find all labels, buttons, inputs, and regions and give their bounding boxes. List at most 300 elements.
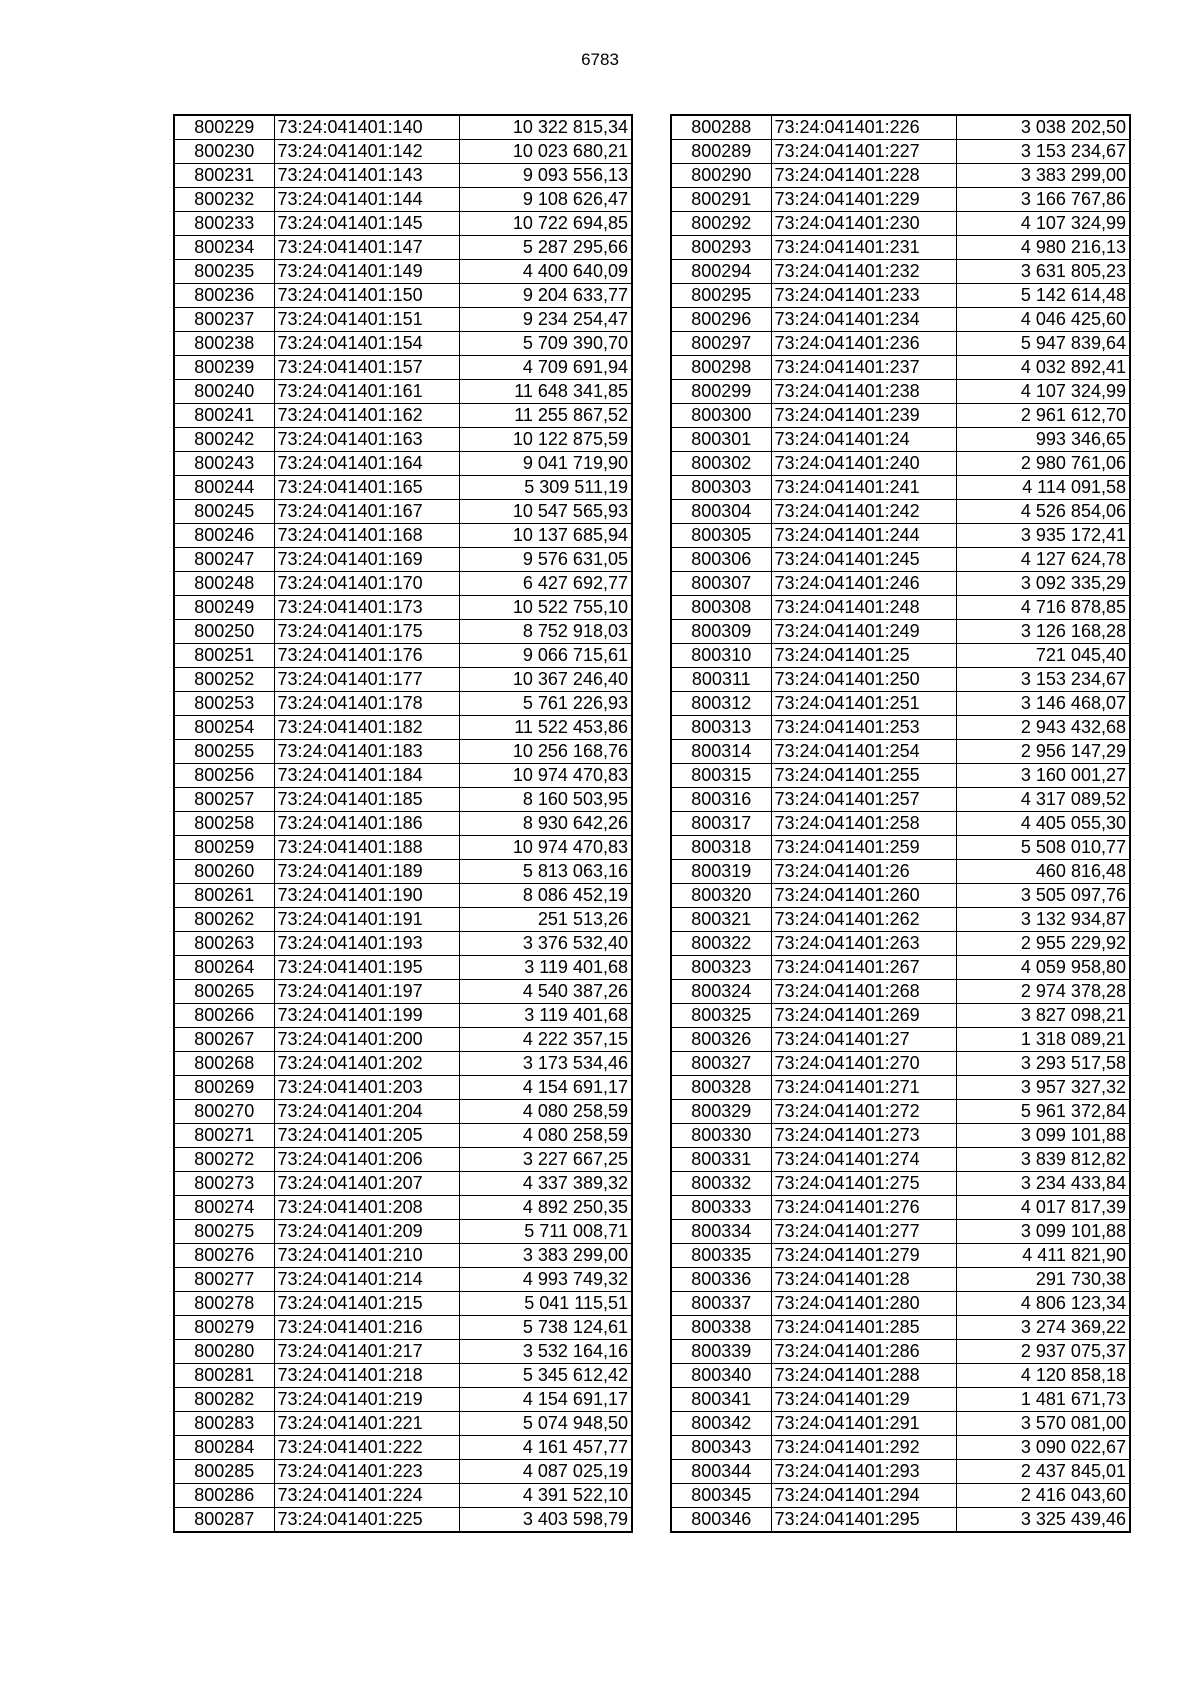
value-cell: 3 038 202,50 bbox=[956, 115, 1130, 140]
record-number-cell: 800264 bbox=[174, 956, 274, 980]
record-number-cell: 800344 bbox=[671, 1460, 771, 1484]
value-cell: 9 108 626,47 bbox=[459, 188, 632, 212]
value-cell: 3 570 081,00 bbox=[956, 1412, 1130, 1436]
record-number-cell: 800267 bbox=[174, 1028, 274, 1052]
value-cell: 8 160 503,95 bbox=[459, 788, 632, 812]
value-cell: 11 648 341,85 bbox=[459, 380, 632, 404]
cadastral-number-cell: 73:24:041401:257 bbox=[771, 788, 956, 812]
cadastral-number-cell: 73:24:041401:245 bbox=[771, 548, 956, 572]
record-number-cell: 800247 bbox=[174, 548, 274, 572]
page-number: 6783 bbox=[581, 50, 619, 69]
cadastral-number-cell: 73:24:041401:249 bbox=[771, 620, 956, 644]
table-row bbox=[174, 356, 632, 380]
cadastral-number-cell: 73:24:041401:206 bbox=[274, 1148, 459, 1172]
value-cell: 4 709 691,94 bbox=[459, 356, 632, 380]
record-number-cell: 800337 bbox=[671, 1292, 771, 1316]
table-row bbox=[174, 164, 632, 188]
cadastral-number-cell: 73:24:041401:231 bbox=[771, 236, 956, 260]
record-number-cell: 800258 bbox=[174, 812, 274, 836]
table-row bbox=[174, 1436, 632, 1460]
table-row bbox=[671, 716, 1130, 740]
cadastral-number-cell: 73:24:041401:274 bbox=[771, 1148, 956, 1172]
value-cell: 8 752 918,03 bbox=[459, 620, 632, 644]
table-row bbox=[174, 1292, 632, 1316]
value-cell: 3 092 335,29 bbox=[956, 572, 1130, 596]
value-cell: 4 120 858,18 bbox=[956, 1364, 1130, 1388]
cadastral-number-cell: 73:24:041401:230 bbox=[771, 212, 956, 236]
record-number-cell: 800322 bbox=[671, 932, 771, 956]
value-cell: 3 173 534,46 bbox=[459, 1052, 632, 1076]
record-number-cell: 800331 bbox=[671, 1148, 771, 1172]
value-cell: 291 730,38 bbox=[956, 1268, 1130, 1292]
value-cell: 4 017 817,39 bbox=[956, 1196, 1130, 1220]
record-number-cell: 800302 bbox=[671, 452, 771, 476]
value-cell: 4 526 854,06 bbox=[956, 500, 1130, 524]
cadastral-number-cell: 73:24:041401:241 bbox=[771, 476, 956, 500]
table-row bbox=[671, 1052, 1130, 1076]
record-number-cell: 800260 bbox=[174, 860, 274, 884]
cadastral-number-cell: 73:24:041401:224 bbox=[274, 1484, 459, 1508]
cadastral-number-cell: 73:24:041401:277 bbox=[771, 1220, 956, 1244]
table-row bbox=[174, 596, 632, 620]
record-number-cell: 800305 bbox=[671, 524, 771, 548]
table-row bbox=[671, 1340, 1130, 1364]
cadastral-number-cell: 73:24:041401:163 bbox=[274, 428, 459, 452]
value-cell: 5 709 390,70 bbox=[459, 332, 632, 356]
record-number-cell: 800296 bbox=[671, 308, 771, 332]
value-cell: 4 080 258,59 bbox=[459, 1124, 632, 1148]
cadastral-number-cell: 73:24:041401:191 bbox=[274, 908, 459, 932]
cadastral-number-cell: 73:24:041401:170 bbox=[274, 572, 459, 596]
cadastral-number-cell: 73:24:041401:293 bbox=[771, 1460, 956, 1484]
value-cell: 4 222 357,15 bbox=[459, 1028, 632, 1052]
record-number-cell: 800289 bbox=[671, 140, 771, 164]
table-row bbox=[671, 596, 1130, 620]
value-cell: 2 937 075,37 bbox=[956, 1340, 1130, 1364]
record-number-cell: 800280 bbox=[174, 1340, 274, 1364]
value-cell: 4 980 216,13 bbox=[956, 236, 1130, 260]
table-row bbox=[174, 188, 632, 212]
table-row bbox=[671, 884, 1130, 908]
table-row bbox=[671, 260, 1130, 284]
cadastral-number-cell: 73:24:041401:295 bbox=[771, 1508, 956, 1533]
record-number-cell: 800330 bbox=[671, 1124, 771, 1148]
record-number-cell: 800236 bbox=[174, 284, 274, 308]
value-cell: 3 532 164,16 bbox=[459, 1340, 632, 1364]
table-row bbox=[671, 524, 1130, 548]
record-number-cell: 800263 bbox=[174, 932, 274, 956]
record-number-cell: 800333 bbox=[671, 1196, 771, 1220]
value-cell: 10 367 246,40 bbox=[459, 668, 632, 692]
record-number-cell: 800308 bbox=[671, 596, 771, 620]
table-row bbox=[174, 428, 632, 452]
value-cell: 2 980 761,06 bbox=[956, 452, 1130, 476]
value-cell: 10 974 470,83 bbox=[459, 764, 632, 788]
table-row bbox=[174, 668, 632, 692]
cadastral-number-cell: 73:24:041401:195 bbox=[274, 956, 459, 980]
value-cell: 5 813 063,16 bbox=[459, 860, 632, 884]
record-number-cell: 800340 bbox=[671, 1364, 771, 1388]
cadastral-number-cell: 73:24:041401:260 bbox=[771, 884, 956, 908]
table-row bbox=[174, 980, 632, 1004]
table-row bbox=[174, 716, 632, 740]
cadastral-number-cell: 73:24:041401:263 bbox=[771, 932, 956, 956]
record-number-cell: 800270 bbox=[174, 1100, 274, 1124]
value-cell: 1 481 671,73 bbox=[956, 1388, 1130, 1412]
value-cell: 10 974 470,83 bbox=[459, 836, 632, 860]
table-row bbox=[174, 404, 632, 428]
cadastral-number-cell: 73:24:041401:208 bbox=[274, 1196, 459, 1220]
cadastral-number-cell: 73:24:041401:157 bbox=[274, 356, 459, 380]
value-cell: 3 383 299,00 bbox=[459, 1244, 632, 1268]
table-row bbox=[174, 1220, 632, 1244]
value-cell: 3 090 022,67 bbox=[956, 1436, 1130, 1460]
cadastral-number-cell: 73:24:041401:199 bbox=[274, 1004, 459, 1028]
cadastral-number-cell: 73:24:041401:255 bbox=[771, 764, 956, 788]
table-row bbox=[174, 1172, 632, 1196]
record-number-cell: 800286 bbox=[174, 1484, 274, 1508]
cadastral-number-cell: 73:24:041401:25 bbox=[771, 644, 956, 668]
cadastral-number-cell: 73:24:041401:229 bbox=[771, 188, 956, 212]
table-row bbox=[174, 524, 632, 548]
cadastral-number-cell: 73:24:041401:149 bbox=[274, 260, 459, 284]
record-number-cell: 800234 bbox=[174, 236, 274, 260]
value-cell: 4 405 055,30 bbox=[956, 812, 1130, 836]
value-cell: 251 513,26 bbox=[459, 908, 632, 932]
value-cell: 10 547 565,93 bbox=[459, 500, 632, 524]
cadastral-number-cell: 73:24:041401:267 bbox=[771, 956, 956, 980]
table-row bbox=[671, 308, 1130, 332]
value-cell: 3 827 098,21 bbox=[956, 1004, 1130, 1028]
table-row bbox=[671, 1388, 1130, 1412]
cadastral-number-cell: 73:24:041401:232 bbox=[771, 260, 956, 284]
record-number-cell: 800341 bbox=[671, 1388, 771, 1412]
record-number-cell: 800253 bbox=[174, 692, 274, 716]
value-cell: 3 099 101,88 bbox=[956, 1220, 1130, 1244]
record-number-cell: 800235 bbox=[174, 260, 274, 284]
cadastral-number-cell: 73:24:041401:150 bbox=[274, 284, 459, 308]
table-row bbox=[671, 1196, 1130, 1220]
record-number-cell: 800243 bbox=[174, 452, 274, 476]
cadastral-number-cell: 73:24:041401:183 bbox=[274, 740, 459, 764]
table-row bbox=[174, 860, 632, 884]
record-number-cell: 800345 bbox=[671, 1484, 771, 1508]
record-number-cell: 800241 bbox=[174, 404, 274, 428]
record-number-cell: 800272 bbox=[174, 1148, 274, 1172]
cadastral-number-cell: 73:24:041401:186 bbox=[274, 812, 459, 836]
cadastral-number-cell: 73:24:041401:190 bbox=[274, 884, 459, 908]
table-row bbox=[174, 908, 632, 932]
record-number-cell: 800326 bbox=[671, 1028, 771, 1052]
cadastral-number-cell: 73:24:041401:236 bbox=[771, 332, 956, 356]
cadastral-number-cell: 73:24:041401:182 bbox=[274, 716, 459, 740]
value-cell: 10 137 685,94 bbox=[459, 524, 632, 548]
record-number-cell: 800325 bbox=[671, 1004, 771, 1028]
record-number-cell: 800282 bbox=[174, 1388, 274, 1412]
record-number-cell: 800294 bbox=[671, 260, 771, 284]
value-cell: 2 955 229,92 bbox=[956, 932, 1130, 956]
cadastral-number-cell: 73:24:041401:228 bbox=[771, 164, 956, 188]
record-number-cell: 800312 bbox=[671, 692, 771, 716]
cadastral-number-cell: 73:24:041401:178 bbox=[274, 692, 459, 716]
cadastral-number-cell: 73:24:041401:28 bbox=[771, 1268, 956, 1292]
value-cell: 3 274 369,22 bbox=[956, 1316, 1130, 1340]
cadastral-number-cell: 73:24:041401:262 bbox=[771, 908, 956, 932]
table-row bbox=[174, 1076, 632, 1100]
value-cell: 4 993 749,32 bbox=[459, 1268, 632, 1292]
record-number-cell: 800300 bbox=[671, 404, 771, 428]
value-cell: 4 114 091,58 bbox=[956, 476, 1130, 500]
value-cell: 3 153 234,67 bbox=[956, 668, 1130, 692]
table-row bbox=[671, 1076, 1130, 1100]
value-cell: 11 522 453,86 bbox=[459, 716, 632, 740]
cadastral-number-cell: 73:24:041401:217 bbox=[274, 1340, 459, 1364]
value-cell: 2 974 378,28 bbox=[956, 980, 1130, 1004]
table-row bbox=[671, 548, 1130, 572]
table-row bbox=[671, 1100, 1130, 1124]
record-number-cell: 800239 bbox=[174, 356, 274, 380]
record-number-cell: 800245 bbox=[174, 500, 274, 524]
table-row bbox=[174, 740, 632, 764]
record-number-cell: 800303 bbox=[671, 476, 771, 500]
table-row bbox=[671, 380, 1130, 404]
table-row bbox=[671, 212, 1130, 236]
record-number-cell: 800328 bbox=[671, 1076, 771, 1100]
cadastral-number-cell: 73:24:041401:233 bbox=[771, 284, 956, 308]
cadastral-number-cell: 73:24:041401:239 bbox=[771, 404, 956, 428]
record-number-cell: 800307 bbox=[671, 572, 771, 596]
register-table-left bbox=[173, 114, 633, 1533]
table-row bbox=[671, 332, 1130, 356]
table-row bbox=[671, 1484, 1130, 1508]
record-number-cell: 800274 bbox=[174, 1196, 274, 1220]
cadastral-number-cell: 73:24:041401:248 bbox=[771, 596, 956, 620]
table-row bbox=[671, 1244, 1130, 1268]
value-cell: 5 508 010,77 bbox=[956, 836, 1130, 860]
cadastral-number-cell: 73:24:041401:177 bbox=[274, 668, 459, 692]
table-row bbox=[671, 1220, 1130, 1244]
value-cell: 10 322 815,34 bbox=[459, 115, 632, 140]
table-row bbox=[671, 1172, 1130, 1196]
table-row bbox=[671, 452, 1130, 476]
record-number-cell: 800232 bbox=[174, 188, 274, 212]
value-cell: 4 087 025,19 bbox=[459, 1460, 632, 1484]
table-row bbox=[671, 1460, 1130, 1484]
record-number-cell: 800329 bbox=[671, 1100, 771, 1124]
value-cell: 5 711 008,71 bbox=[459, 1220, 632, 1244]
value-cell: 3 119 401,68 bbox=[459, 956, 632, 980]
value-cell: 10 122 875,59 bbox=[459, 428, 632, 452]
record-number-cell: 800292 bbox=[671, 212, 771, 236]
record-number-cell: 800248 bbox=[174, 572, 274, 596]
record-number-cell: 800321 bbox=[671, 908, 771, 932]
table-row bbox=[174, 884, 632, 908]
table-row bbox=[671, 284, 1130, 308]
value-cell: 2 961 612,70 bbox=[956, 404, 1130, 428]
value-cell: 3 293 517,58 bbox=[956, 1052, 1130, 1076]
value-cell: 3 403 598,79 bbox=[459, 1508, 632, 1533]
record-number-cell: 800319 bbox=[671, 860, 771, 884]
cadastral-number-cell: 73:24:041401:286 bbox=[771, 1340, 956, 1364]
record-number-cell: 800262 bbox=[174, 908, 274, 932]
cadastral-number-cell: 73:24:041401:240 bbox=[771, 452, 956, 476]
record-number-cell: 800229 bbox=[174, 115, 274, 140]
cadastral-number-cell: 73:24:041401:288 bbox=[771, 1364, 956, 1388]
cadastral-number-cell: 73:24:041401:237 bbox=[771, 356, 956, 380]
cadastral-number-cell: 73:24:041401:175 bbox=[274, 620, 459, 644]
record-number-cell: 800338 bbox=[671, 1316, 771, 1340]
cadastral-number-cell: 73:24:041401:285 bbox=[771, 1316, 956, 1340]
value-cell: 2 943 432,68 bbox=[956, 716, 1130, 740]
record-number-cell: 800332 bbox=[671, 1172, 771, 1196]
record-number-cell: 800327 bbox=[671, 1052, 771, 1076]
table-row bbox=[174, 956, 632, 980]
cadastral-number-cell: 73:24:041401:167 bbox=[274, 500, 459, 524]
cadastral-number-cell: 73:24:041401:147 bbox=[274, 236, 459, 260]
record-number-cell: 800309 bbox=[671, 620, 771, 644]
table-row bbox=[671, 1436, 1130, 1460]
table-row bbox=[671, 476, 1130, 500]
table-row bbox=[174, 788, 632, 812]
record-number-cell: 800290 bbox=[671, 164, 771, 188]
cadastral-number-cell: 73:24:041401:226 bbox=[771, 115, 956, 140]
record-number-cell: 800277 bbox=[174, 1268, 274, 1292]
value-cell: 3 227 667,25 bbox=[459, 1148, 632, 1172]
record-number-cell: 800334 bbox=[671, 1220, 771, 1244]
cadastral-number-cell: 73:24:041401:144 bbox=[274, 188, 459, 212]
record-number-cell: 800244 bbox=[174, 476, 274, 500]
value-cell: 4 127 624,78 bbox=[956, 548, 1130, 572]
value-cell: 9 234 254,47 bbox=[459, 308, 632, 332]
table-row bbox=[174, 500, 632, 524]
cadastral-number-cell: 73:24:041401:154 bbox=[274, 332, 459, 356]
table-row bbox=[174, 812, 632, 836]
table-row bbox=[671, 668, 1130, 692]
record-number-cell: 800238 bbox=[174, 332, 274, 356]
cadastral-number-cell: 73:24:041401:223 bbox=[274, 1460, 459, 1484]
cadastral-number-cell: 73:24:041401:244 bbox=[771, 524, 956, 548]
table-row bbox=[671, 140, 1130, 164]
value-cell: 4 411 821,90 bbox=[956, 1244, 1130, 1268]
record-number-cell: 800278 bbox=[174, 1292, 274, 1316]
value-cell: 4 806 123,34 bbox=[956, 1292, 1130, 1316]
table-row bbox=[174, 1484, 632, 1508]
table-row bbox=[671, 1004, 1130, 1028]
table-row bbox=[671, 404, 1130, 428]
value-cell: 4 391 522,10 bbox=[459, 1484, 632, 1508]
table-row bbox=[174, 1196, 632, 1220]
record-number-cell: 800293 bbox=[671, 236, 771, 260]
cadastral-number-cell: 73:24:041401:276 bbox=[771, 1196, 956, 1220]
record-number-cell: 800281 bbox=[174, 1364, 274, 1388]
cadastral-number-cell: 73:24:041401:292 bbox=[771, 1436, 956, 1460]
record-number-cell: 800324 bbox=[671, 980, 771, 1004]
table-row bbox=[671, 1364, 1130, 1388]
cadastral-number-cell: 73:24:041401:210 bbox=[274, 1244, 459, 1268]
cadastral-number-cell: 73:24:041401:188 bbox=[274, 836, 459, 860]
table-row bbox=[671, 812, 1130, 836]
table-row bbox=[174, 1268, 632, 1292]
table-row bbox=[174, 115, 632, 140]
record-number-cell: 800320 bbox=[671, 884, 771, 908]
record-number-cell: 800268 bbox=[174, 1052, 274, 1076]
table-row bbox=[671, 764, 1130, 788]
value-cell: 3 957 327,32 bbox=[956, 1076, 1130, 1100]
table-row bbox=[174, 1004, 632, 1028]
value-cell: 3 376 532,40 bbox=[459, 932, 632, 956]
table-row bbox=[671, 1508, 1130, 1533]
value-cell: 10 722 694,85 bbox=[459, 212, 632, 236]
value-cell: 10 522 755,10 bbox=[459, 596, 632, 620]
cadastral-number-cell: 73:24:041401:275 bbox=[771, 1172, 956, 1196]
value-cell: 6 427 692,77 bbox=[459, 572, 632, 596]
cadastral-number-cell: 73:24:041401:24 bbox=[771, 428, 956, 452]
table-row bbox=[671, 836, 1130, 860]
record-number-cell: 800288 bbox=[671, 115, 771, 140]
record-number-cell: 800249 bbox=[174, 596, 274, 620]
table-row bbox=[671, 356, 1130, 380]
record-number-cell: 800299 bbox=[671, 380, 771, 404]
cadastral-number-cell: 73:24:041401:151 bbox=[274, 308, 459, 332]
table-row bbox=[174, 140, 632, 164]
cadastral-number-cell: 73:24:041401:250 bbox=[771, 668, 956, 692]
value-cell: 2 416 043,60 bbox=[956, 1484, 1130, 1508]
record-number-cell: 800316 bbox=[671, 788, 771, 812]
value-cell: 3 132 934,87 bbox=[956, 908, 1130, 932]
table-row bbox=[671, 572, 1130, 596]
cadastral-number-cell: 73:24:041401:216 bbox=[274, 1316, 459, 1340]
table-row bbox=[174, 1052, 632, 1076]
value-cell: 8 086 452,19 bbox=[459, 884, 632, 908]
value-cell: 4 107 324,99 bbox=[956, 380, 1130, 404]
table-row bbox=[174, 1028, 632, 1052]
record-number-cell: 800251 bbox=[174, 644, 274, 668]
record-number-cell: 800237 bbox=[174, 308, 274, 332]
cadastral-number-cell: 73:24:041401:271 bbox=[771, 1076, 956, 1100]
cadastral-number-cell: 73:24:041401:27 bbox=[771, 1028, 956, 1052]
record-number-cell: 800230 bbox=[174, 140, 274, 164]
table-row bbox=[671, 500, 1130, 524]
value-cell: 4 716 878,85 bbox=[956, 596, 1130, 620]
record-number-cell: 800346 bbox=[671, 1508, 771, 1533]
value-cell: 4 540 387,26 bbox=[459, 980, 632, 1004]
value-cell: 3 505 097,76 bbox=[956, 884, 1130, 908]
value-cell: 9 041 719,90 bbox=[459, 452, 632, 476]
value-cell: 4 154 691,17 bbox=[459, 1076, 632, 1100]
cadastral-number-cell: 73:24:041401:219 bbox=[274, 1388, 459, 1412]
cadastral-number-cell: 73:24:041401:143 bbox=[274, 164, 459, 188]
table-row bbox=[174, 476, 632, 500]
value-cell: 8 930 642,26 bbox=[459, 812, 632, 836]
cadastral-number-cell: 73:24:041401:294 bbox=[771, 1484, 956, 1508]
cadastral-number-cell: 73:24:041401:185 bbox=[274, 788, 459, 812]
table-row bbox=[671, 1412, 1130, 1436]
value-cell: 4 080 258,59 bbox=[459, 1100, 632, 1124]
table-row bbox=[671, 620, 1130, 644]
cadastral-number-cell: 73:24:041401:140 bbox=[274, 115, 459, 140]
table-row bbox=[671, 740, 1130, 764]
cadastral-number-cell: 73:24:041401:234 bbox=[771, 308, 956, 332]
value-cell: 3 325 439,46 bbox=[956, 1508, 1130, 1533]
value-cell: 2 437 845,01 bbox=[956, 1460, 1130, 1484]
cadastral-number-cell: 73:24:041401:259 bbox=[771, 836, 956, 860]
cadastral-number-cell: 73:24:041401:222 bbox=[274, 1436, 459, 1460]
record-number-cell: 800275 bbox=[174, 1220, 274, 1244]
cadastral-number-cell: 73:24:041401:272 bbox=[771, 1100, 956, 1124]
cadastral-number-cell: 73:24:041401:246 bbox=[771, 572, 956, 596]
record-number-cell: 800315 bbox=[671, 764, 771, 788]
table-row bbox=[174, 1508, 632, 1533]
